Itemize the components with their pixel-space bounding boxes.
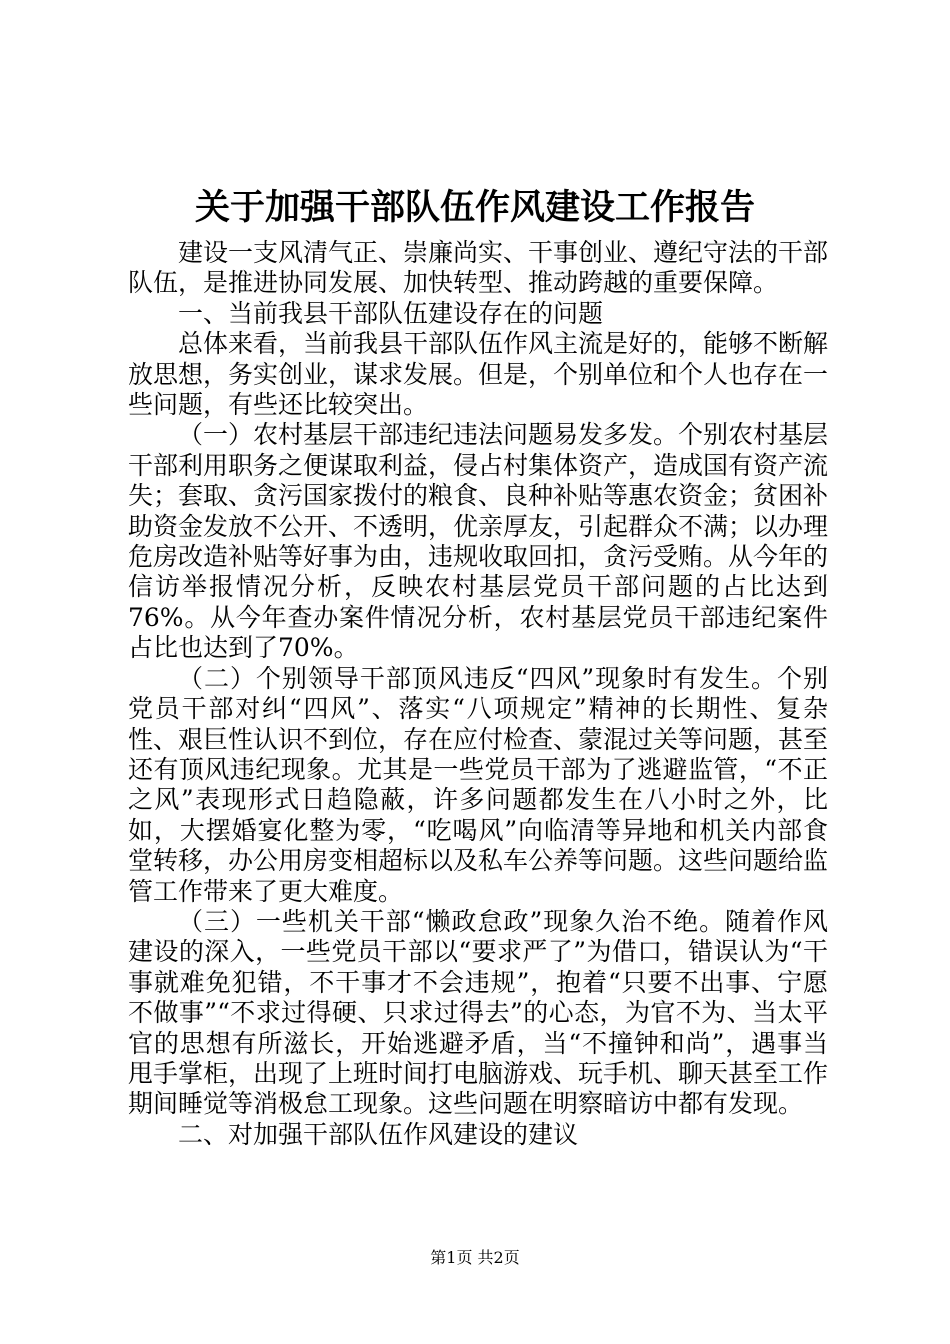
document-title: 关于加强干部队伍作风建设工作报告 [194,187,755,228]
page-footer: 第1页 共2页 [430,1248,520,1267]
paragraph-intro: 建设一支风清气正、崇廉尚实、干事创业、遵纪守法的干部队伍，是推进协同发展、加快转型、推动跨越的重要保障。 [128,238,829,298]
section-heading-1: 一、当前我县干部队伍建设存在的问题 [178,298,604,328]
section-heading-2: 二、对加强干部队伍作风建设的建议 [178,1119,579,1149]
document-body [128,238,828,1150]
paragraph-issue-1: （一）农村基层干部违纪违法问题易发多发。个别农村基层干部利用职务之便谋取利益，侵占村集体资产，造成国有资产流失；套取、贪污国家拨付的粮食、良种补贴等惠农资金；贫困补助资金发放不公开、不透明，优亲厚友，引起群众不满；以办理危房改造补贴等好事为由，违规收取回扣，贪污受贿。从今年的信访举报情况分析，反映农村基层党员干部问题的占比达到76%。从今年查办案件情况分析，农村基层党员干部违纪案件占比也达到了70%。 [128,420,829,663]
paragraph-issue-3: （三）一些机关干部“懒政怠政”现象久治不绝。随着作风建设的深入，一些党员干部以“要求严了”为借口，错误认为“干事就难免犯错，不干事才不会违规”，抱着“只要不出事、宁愿不做事”“不求过得硬、只求过得去”的心态，为官不为、当太平官的思想有所滋长，开始逃避矛盾，当“不撞钟和尚”，遇事当甩手掌柜，出现了上班时间打电脑游戏、玩手机、聊天甚至工作期间睡觉等消极怠工现象。这些问题在明察暗访中都有发现。 [128,906,829,1119]
paragraph-issue-2: （二）个别领导干部顶风违反“四风”现象时有发生。个别党员干部对纠“四风”、落实“八项规定”精神的长期性、复杂性、艰巨性认识不到位，存在应付检查、蒙混过关等问题，甚至还有顶风违纪现象。尤其是一些党员干部为了逃避监管，“不正之风”表现形式日趋隐蔽，许多问题都发生在八小时之外，比如，大摆婚宴化整为零，“吃喝风”向临清等异地和机关内部食堂转移，办公用房变相超标以及私车公养等问题。这些问题给监管工作带来了更大难度。 [128,663,829,906]
paragraph-overview: 总体来看，当前我县干部队伍作风主流是好的，能够不断解放思想，务实创业，谋求发展。但是，个别单位和个人也存在一些问题，有些还比较突出。 [128,329,829,420]
